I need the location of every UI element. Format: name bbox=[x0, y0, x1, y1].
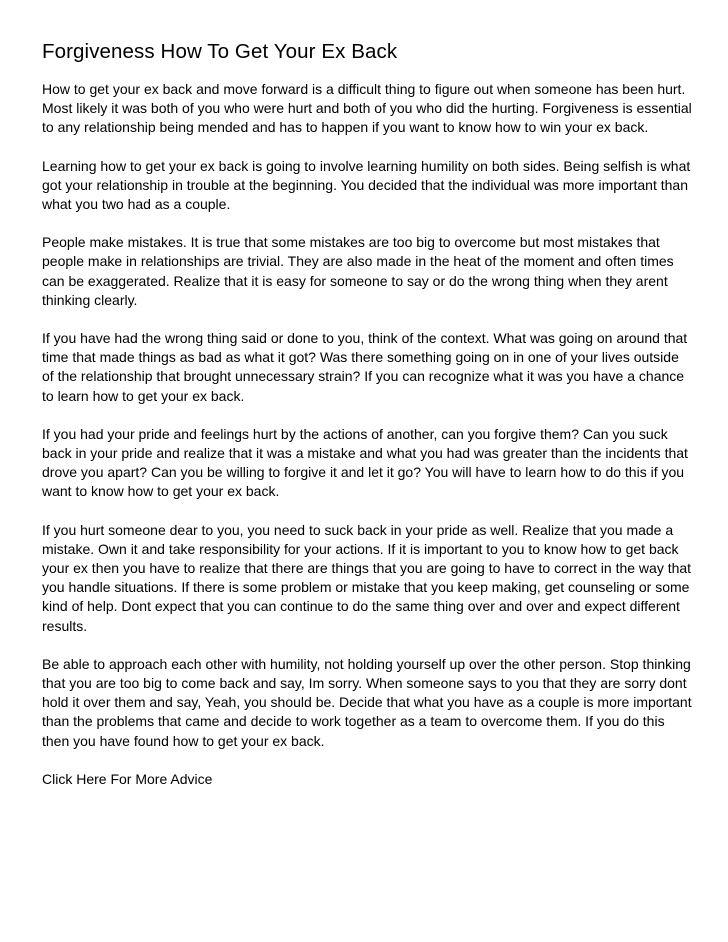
paragraph-7: Be able to approach each other with humility, not holding yourself up over the other person. Stop thinking that you are too big to come back and say, Im sorry. When someone says to you that they are sorry dont hold it over them and say, Yeah, you should be. Decide that what you have as a couple is more important than the problems that came and decide to work together as a team to overcome them. If you do this then you have found how to get your ex back. bbox=[42, 655, 692, 749]
paragraph-6: If you hurt someone dear to you, you need to suck back in your pride as well. Realize that you made a mistake. Own it and take responsibility for your actions. If it is important to you to know how to get back your ex then you have to realize that there are things that you are going to have to correct in the way that you handle situations. If there is some problem or mistake that you keep making, get counseling or some kind of help. Dont expect that you can continue to do the same thing over and over and expect different results. bbox=[42, 521, 692, 634]
document-page bbox=[42, 40, 692, 789]
more-advice-link[interactable]: Click Here For More Advice bbox=[42, 770, 213, 787]
paragraph-5: If you had your pride and feelings hurt by the actions of another, can you forgive them? Can you suck back in your pride and realize that it was a mistake and what you had was greater than the incidents that drove you apart? Can you be willing to forgive it and let it go? You will have to learn how to do this if you want to know how to get your ex back. bbox=[42, 425, 688, 500]
paragraph-2: Learning how to get your ex back is going to involve learning humility on both sides. Being selfish is what got your relationship in trouble at the beginning. You decided that the individual was more important than what you two had as a couple. bbox=[42, 157, 691, 213]
paragraph-4: If you have had the wrong thing said or done to you, think of the context. What was going on around that time that made things as bad as what it got? Was there something going on in one of your lives outside of the relationship that brought unnecessary strain? If you can recognize what it was you have a chance to learn how to get your ex back. bbox=[42, 330, 688, 404]
document-title: Forgiveness How To Get Your Ex Back bbox=[42, 40, 398, 63]
paragraph-1: How to get your ex back and move forward is a difficult thing to figure out when someone has been hurt. Most likely it was both of you who were hurt and both of you who did the hurting. Forgiveness is essential to any relationship being mended and has to happen if you want to know how to win your ex back. bbox=[42, 81, 692, 136]
paragraph-3: People make mistakes. It is true that some mistakes are too big to overcome but most mistakes that people make in relationships are trivial. They are also made in the heat of the moment and often times can be exaggerated. Realize that it is easy for someone to say or do the wrong thing when they arent thinking clearly. bbox=[42, 234, 674, 308]
